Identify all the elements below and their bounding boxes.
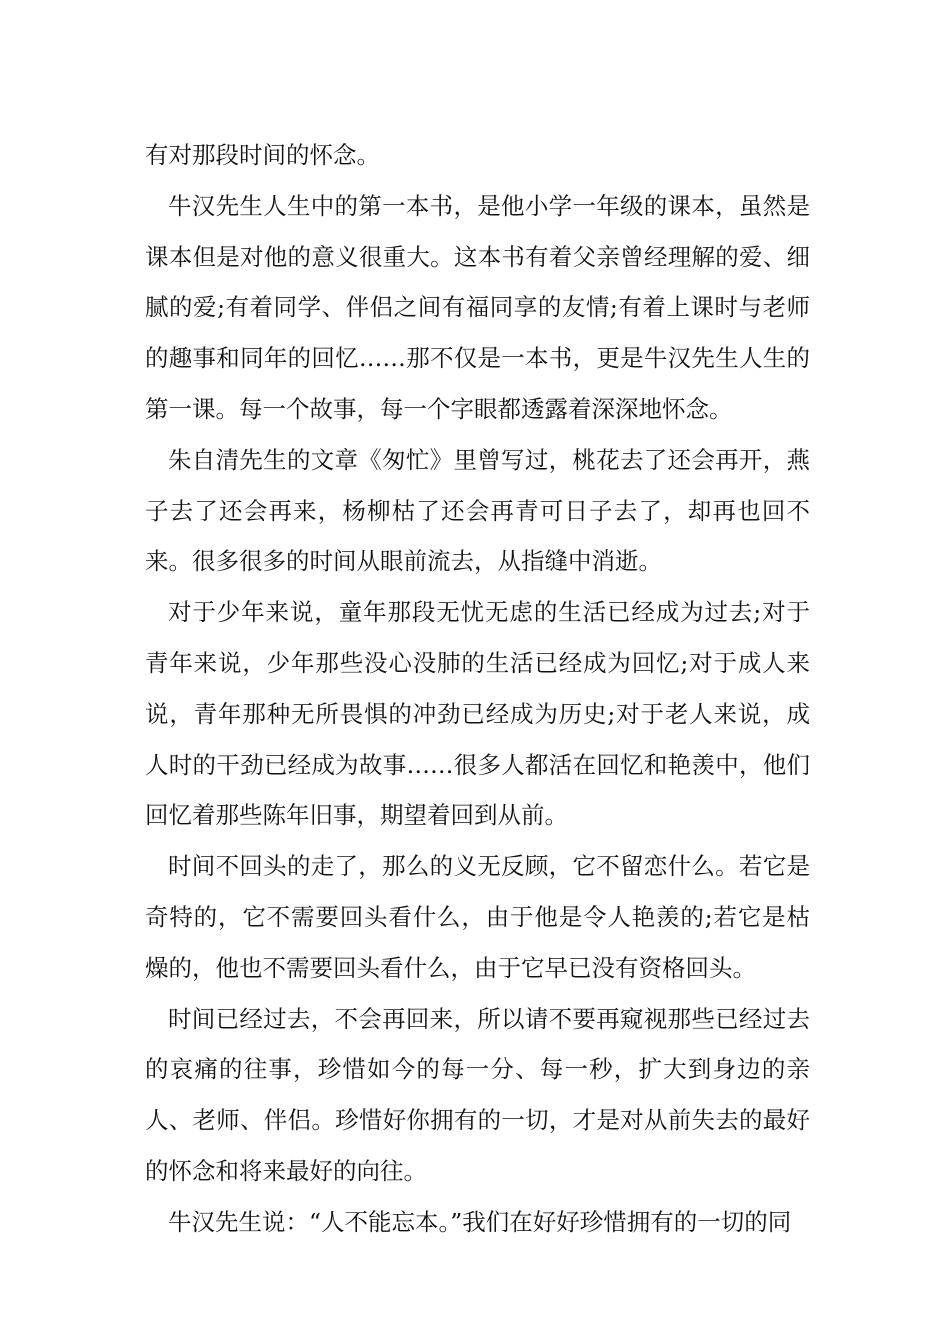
paragraph-5: 时间不回头的走了，那么的义无反顾，它不留恋什么。若它是奇特的，它不需要回头看什么，由于他是令人艳羡的;若它是枯燥的，他也不需要回头看什么，由于它早已没有资格回头。 — [145, 852, 810, 982]
paragraph-6: 时间已经过去，不会再回来，所以请不要再窥视那些已经过去的哀痛的往事，珍惜如今的每一分、每一秒，扩大到身边的亲人、老师、伴侣。珍惜好你拥有的一切，才是对从前失去的最好的怀念和将来最好的向往。 — [145, 1004, 810, 1185]
paragraph-2: 牛汉先生人生中的第一本书，是他小学一年级的课本，虽然是课本但是对他的意义很重大。这本书有着父亲曾经理解的爱、细腻的爱;有着同学、伴侣之间有福同享的友情;有着上课时与老师的趣事和同年的回忆……那不仅是一本书，更是牛汉先生人生的第一课。每一个故事，每一个字眼都透露着深深地怀念。 — [145, 191, 810, 423]
paragraph-7: 牛汉先生说：“人不能忘本。”我们在好好珍惜拥有的一切的同 — [168, 1207, 792, 1236]
paragraph-3: 朱自清先生的文章《匆忙》里曾写过，桃花去了还会再开，燕子去了还会再来，杨柳枯了还会再青可日子去了，却再也回不来。很多很多的时间从眼前流去，从指缝中消逝。 — [145, 445, 810, 576]
document-body — [145, 130, 810, 1248]
paragraph-1: 有对那段时间的怀念。 — [145, 141, 380, 169]
paragraph-4: 对于少年来说，童年那段无忧无虑的生活已经成为过去;对于青年来说，少年那些没心没肺的生活已经成为回忆;对于成人来说，青年那种无所畏惧的冲劲已经成为历史;对于老人来说，成人时的干劲已经成为故事……很多人都活在回忆和艳羡中，他们回忆着那些陈年旧事，期望着回到从前。 — [145, 598, 810, 830]
